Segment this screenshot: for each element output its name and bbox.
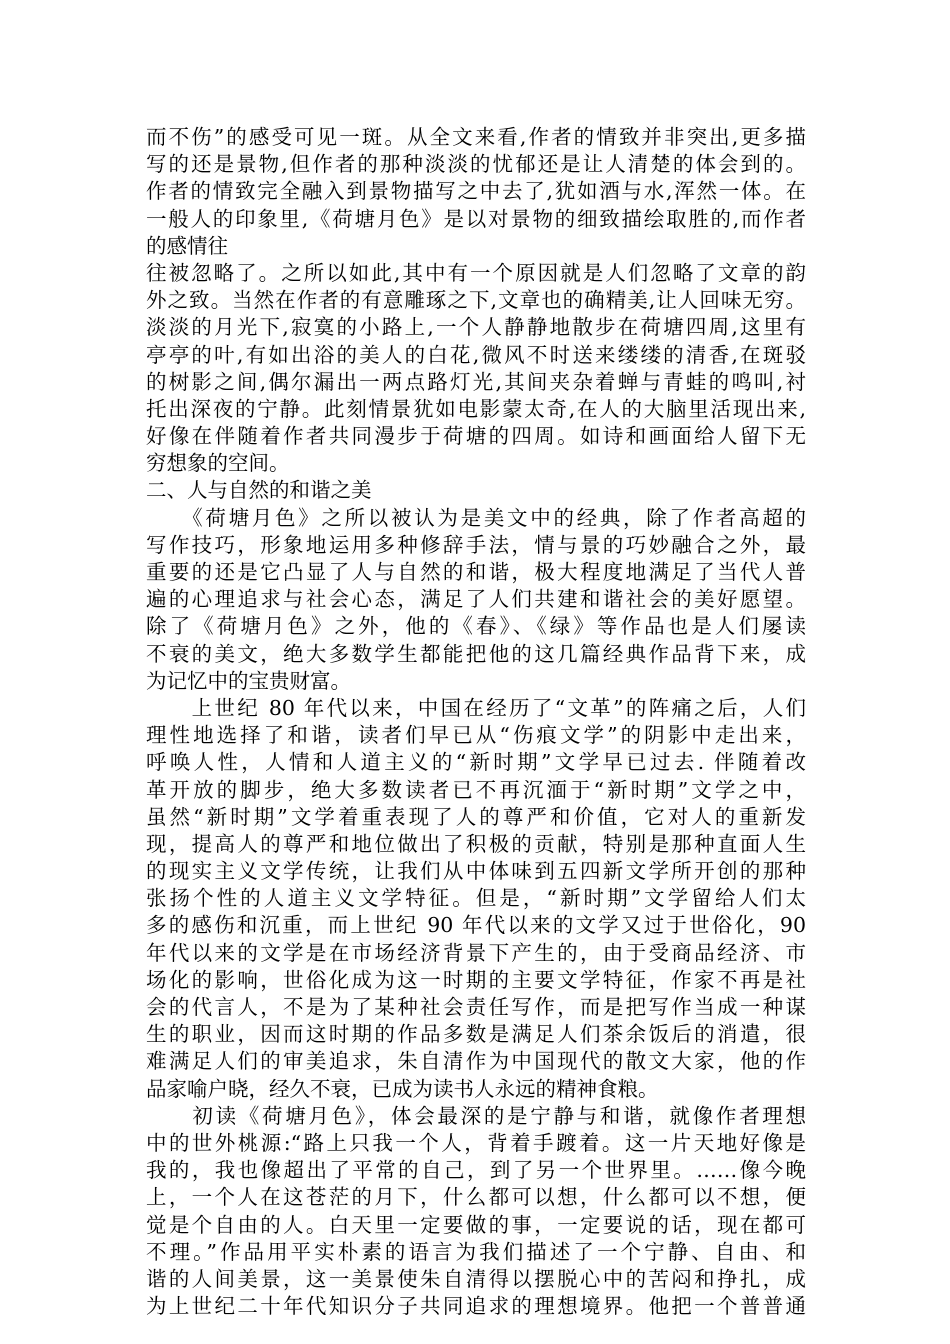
text-line: 虽然“新时期”文学着重表现了人的尊严和价值，它对人的重新发	[146, 804, 806, 829]
text-line: 品家喻户晓，经久不衰，已成为读书人永远的精神食粮。	[146, 1076, 659, 1101]
text-line: 上世纪 80 年代以来，中国在经历了“文革”的阵痛之后，人们	[146, 695, 806, 720]
text-line: 不衰的美文，绝大多数学生都能把他的这几篇经典作品背下来，成	[146, 641, 806, 666]
text-line: 张扬个性的人道主义文学特征。但是，“新时期”文学留给人们太	[146, 886, 806, 911]
text-line: 重要的还是它凸显了人与自然的和谐，极大程度地满足了当代人普	[146, 560, 806, 584]
text-line: 一般人的印象里,《荷塘月色》是以对景物的细致描绘取胜的,而作者	[146, 206, 806, 231]
text-line: 《荷塘月色》之所以被认为是美文中的经典，除了作者高超的	[146, 505, 806, 530]
section-heading: 二、人与自然的和谐之美	[146, 478, 372, 503]
text-line: 革开放的脚步，绝大多数读者已不再沉湎于“新时期”文学之中，	[146, 777, 806, 802]
text-line: 穷想象的空间。	[146, 451, 290, 476]
text-line: 而不伤”的感受可见一斑。从全文来看,作者的情致并非突出,更多描	[146, 125, 806, 149]
text-line: 亭亭的叶,有如出浴的美人的白花,微风不时送来缕缕的清香,在斑驳	[146, 342, 806, 367]
text-line: 难满足人们的审美追求，朱自清作为中国现代的散文大家，他的作	[146, 1049, 806, 1074]
text-line: 为记忆中的宝贵财富。	[146, 668, 351, 693]
text-line: 的现实主义文学传统，让我们从中体味到五四新文学所开创的那种	[146, 859, 806, 884]
text-line: 往被忽略了。之所以如此,其中有一个原因就是人们忽略了文章的韵	[146, 260, 806, 285]
text-line: 的树影之间,偶尔漏出一两点路灯光,其间夹杂着蝉与青蛙的鸣叫,衬	[146, 369, 806, 394]
text-line: 我的，我也像超出了平常的自己，到了另一个世界里。……像今晚	[146, 1158, 806, 1183]
text-line: 谐的人间美景，这一美景使朱自清得以摆脱心中的苦闷和挣扎，成	[146, 1266, 806, 1291]
text-line: 觉是个自由的人。白天里一定要做的事，一定要说的话，现在都可	[146, 1212, 806, 1237]
text-line: 托出深夜的宁静。此刻情景犹如电影蒙太奇,在人的大脑里活现出来,	[146, 396, 806, 421]
text-line: 淡淡的月光下,寂寞的小路上,一个人静静地散步在荷塘四周,这里有	[146, 315, 806, 340]
text-line: 现，提高人的尊严和地位做出了积极的贡献，特别是那种直面人生	[146, 831, 806, 856]
text-line: 为上世纪二十年代知识分子共同追求的理想境界。他把一个普普通	[146, 1294, 806, 1319]
text-line: 生的职业，因而这时期的作品多数是满足人们茶余饭后的消遣，很	[146, 1022, 806, 1047]
text-line: 中的世外桃源:“路上只我一个人，背着手踱着。这一片天地好像是	[146, 1130, 806, 1155]
document-body	[146, 124, 806, 1320]
text-line: 多的感伤和沉重，而上世纪 90 年代以来的文学又过于世俗化，90	[146, 913, 806, 938]
text-line: 理性地选择了和谐，读者们早已从“伤痕文学”的阴影中走出来，	[146, 723, 806, 748]
text-line: 不理。”作品用平实朴素的语言为我们描述了一个宁静、自由、和	[146, 1239, 806, 1264]
text-line: 的感情往	[146, 233, 228, 258]
text-line: 除了《荷塘月色》之外，他的《春》、《绿》等作品也是人们屡读	[146, 614, 806, 639]
text-line: 遍的心理追求与社会心态，满足了人们共建和谐社会的美好愿望。	[146, 587, 806, 612]
text-line: 会的代言人，不是为了某种社会责任写作，而是把写作当成一种谋	[146, 995, 806, 1019]
text-line: 年代以来的文学是在市场经济背景下产生的，由于受商品经济、市	[146, 940, 806, 965]
text-line: 呼唤人性，人情和人道主义的“新时期”文学早已过去. 伴随着改	[146, 750, 806, 775]
text-line: 外之致。当然在作者的有意雕琢之下,文章也的确精美,让人回味无穷。	[146, 288, 806, 313]
text-line: 场化的影响，世俗化成为这一时期的主要文学特征，作家不再是社	[146, 967, 806, 992]
text-line: 写作技巧，形象地运用多种修辞手法，情与景的巧妙融合之外，最	[146, 532, 806, 557]
text-line: 初读《荷塘月色》，体会最深的是宁静与和谐，就像作者理想	[146, 1103, 806, 1128]
text-line: 作者的情致完全融入到景物描写之中去了,犹如酒与水,浑然一体。在	[146, 179, 806, 204]
text-line: 好像在伴随着作者共同漫步于荷塘的四周。如诗和画面给人留下无	[146, 424, 806, 449]
text-line: 写的还是景物,但作者的那种淡淡的忧郁还是让人清楚的体会到的。	[146, 152, 806, 177]
text-line: 上，一个人在这苍茫的月下，什么都可以想，什么都可以不想，便	[146, 1185, 806, 1210]
